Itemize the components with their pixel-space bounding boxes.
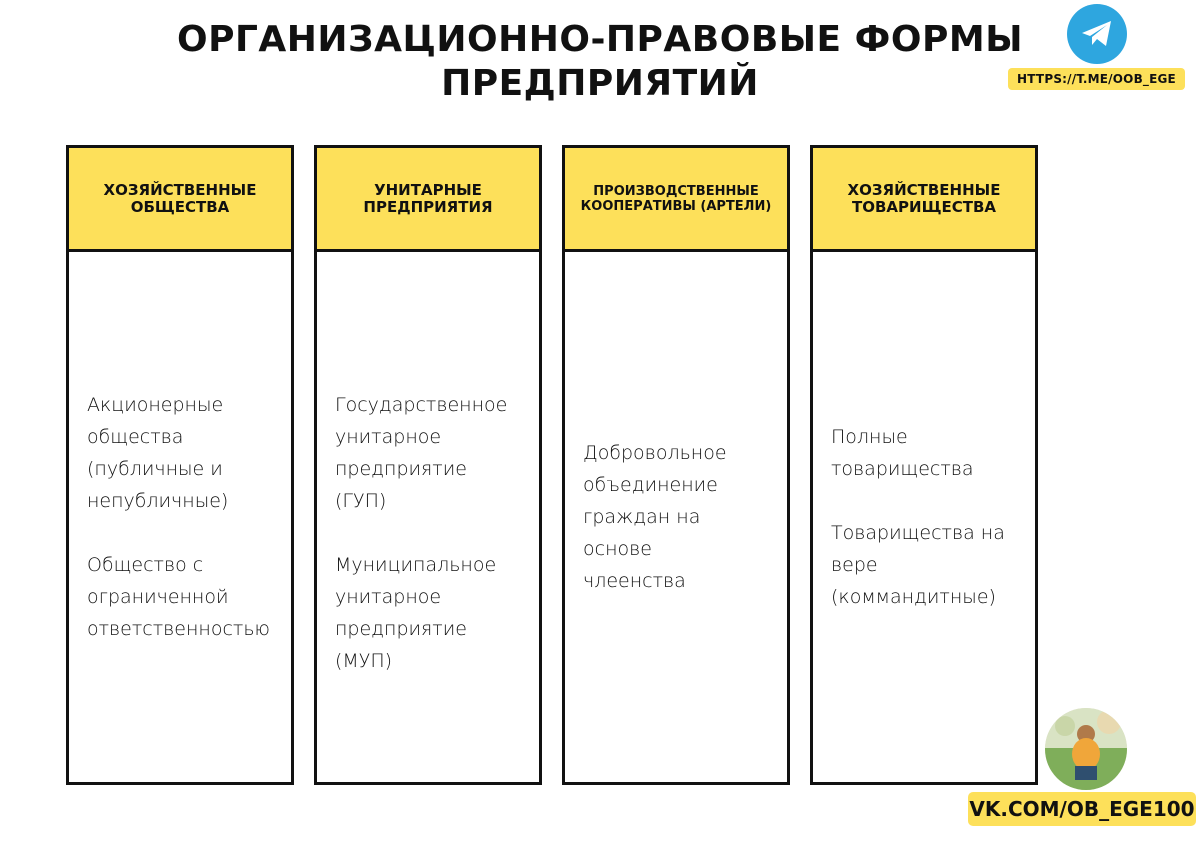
vk-link[interactable]: VK.COM/OB_EGE100 bbox=[968, 792, 1196, 826]
column-heading: УНИТАРНЫЕ ПРЕДПРИЯТИЯ bbox=[317, 148, 539, 252]
column-heading: ХОЗЯЙСТВЕННЫЕ ТОВАРИЩЕСТВА bbox=[813, 148, 1035, 252]
column-item: Полные товарищества bbox=[831, 426, 974, 480]
page-title: ОРГАНИЗАЦИОННО-ПРАВОВЫЕ ФОРМЫ ПРЕДПРИЯТИЙ bbox=[176, 19, 1023, 104]
column-item: Акционерные общества (публичные и непубличные) bbox=[87, 394, 229, 512]
column-business-companies bbox=[66, 145, 294, 785]
paper-plane-icon bbox=[1080, 19, 1114, 49]
column-item: Муниципальное унитарное предприятие (МУП) bbox=[335, 554, 497, 672]
column-heading: ХОЗЯЙСТВЕННЫЕ ОБЩЕСТВА bbox=[69, 148, 291, 252]
column-item: Добровольное объединение граждан на основе члеенства bbox=[583, 442, 727, 592]
avatar-photo bbox=[1045, 708, 1127, 790]
avatar[interactable] bbox=[1045, 708, 1127, 790]
column-item: Общество с ограниченной ответственностью bbox=[87, 554, 270, 640]
column-heading: ПРОИЗВОДСТВЕННЫЕ КООПЕРАТИВЫ (АРТЕЛИ) bbox=[565, 148, 787, 252]
column-item: Товарищества на вере (коммандитные) bbox=[831, 522, 1005, 608]
column-unitary-enterprises bbox=[314, 145, 542, 785]
telegram-link[interactable]: HTTPS://T.ME/OOB_EGE bbox=[1008, 68, 1185, 90]
telegram-icon[interactable] bbox=[1067, 4, 1127, 64]
column-cooperatives bbox=[562, 145, 790, 785]
column-partnerships bbox=[810, 145, 1038, 785]
column-item: Государственное унитарное предприятие (ГУП) bbox=[335, 394, 508, 512]
